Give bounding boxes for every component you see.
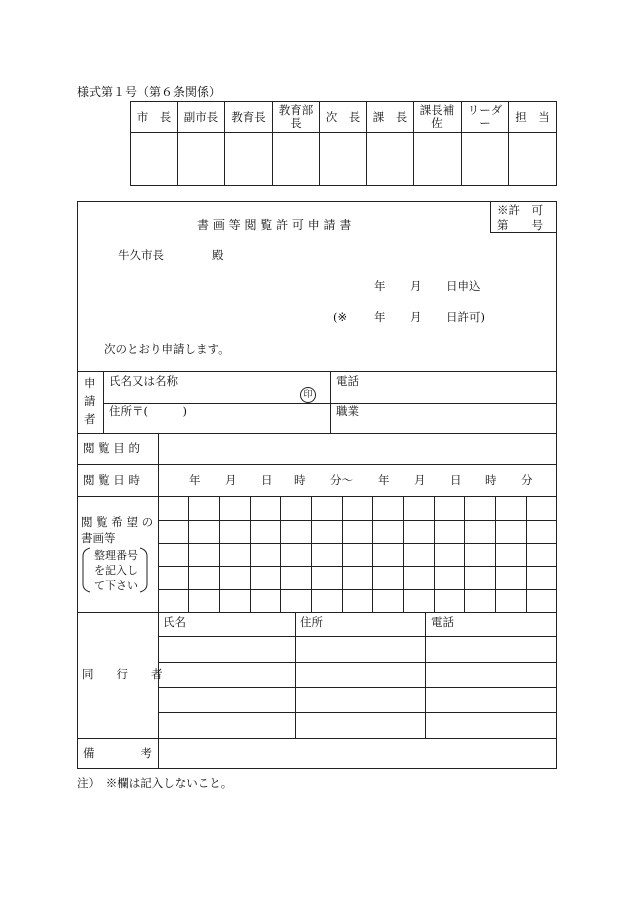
purpose-label: 閲 覧 目 的	[83, 441, 140, 455]
apply-day-label: 日申込	[446, 279, 481, 293]
end-hour-label: 時	[485, 473, 497, 487]
form-number: 様式第１号（第６条関係）	[77, 85, 222, 99]
start-hour-label: 時	[294, 473, 306, 487]
permit-year-label: 年	[374, 310, 386, 324]
start-day-label: 日	[261, 473, 273, 487]
permit-month-label: 月	[410, 310, 422, 324]
form-title: 書 画 等 閲 覧 許 可 申 請 書	[197, 218, 352, 232]
books-note-line: を記入し	[94, 564, 138, 577]
honorific: 殿	[212, 248, 224, 262]
applicant-label-char: 申	[84, 376, 96, 390]
applicant-label-char: 者	[84, 412, 96, 426]
start-month-label: 月	[225, 473, 237, 487]
applicant-address-label: 住所〒( )	[109, 404, 187, 418]
apply-month-label: 月	[410, 279, 422, 293]
footnote: 注） ※欄は記入しないこと。	[77, 776, 233, 790]
companion-name-header: 氏名	[163, 615, 186, 629]
books-note-line: 整理番号	[94, 549, 138, 562]
datetime-label: 閲 覧 日 時	[83, 473, 140, 487]
companions-label: 同 行 者	[82, 667, 163, 681]
seal-mark: 印	[300, 387, 316, 403]
applicant-job-label: 職業	[336, 404, 359, 418]
companion-phone-header: 電話	[431, 615, 454, 629]
approval-header: 教育部長	[278, 103, 314, 130]
books-note-line: て下さい	[94, 579, 138, 592]
end-month-label: 月	[414, 473, 426, 487]
applicant-phone-label: 電話	[336, 374, 359, 388]
permit-date-prefix: (※	[333, 310, 348, 324]
permit-day-label: 日許可)	[446, 310, 485, 324]
permit-label: ※許 可	[497, 203, 543, 217]
start-minute-label: 分〜	[330, 473, 353, 487]
approval-header: 担 当	[515, 110, 550, 124]
approval-header: 教育長	[231, 110, 266, 124]
addressee: 牛久市長	[118, 248, 164, 262]
approval-header: 課 長	[372, 110, 408, 124]
companion-address-header: 住所	[300, 615, 323, 629]
apply-year-label: 年	[374, 279, 386, 293]
approval-header: 課長補佐	[419, 103, 455, 130]
books-label-2: 書画等	[81, 531, 116, 545]
remarks-label: 備 考	[83, 746, 152, 760]
books-label: 閲 覧 希 望 の	[81, 515, 154, 529]
approval-header: 副市長	[183, 110, 219, 124]
approval-header: リーダー	[467, 103, 503, 130]
end-year-label: 年	[378, 473, 390, 487]
end-minute-label: 分	[521, 473, 533, 487]
statement: 次のとおり申請します。	[104, 342, 230, 356]
start-year-label: 年	[189, 473, 201, 487]
approval-header: 次 長	[325, 110, 361, 124]
permit-number-label: 第 号	[497, 218, 543, 232]
approval-header: 市 長	[136, 110, 172, 124]
end-day-label: 日	[450, 473, 462, 487]
applicant-label-char: 請	[84, 394, 96, 408]
applicant-name-label: 氏名又は名称	[109, 374, 178, 388]
